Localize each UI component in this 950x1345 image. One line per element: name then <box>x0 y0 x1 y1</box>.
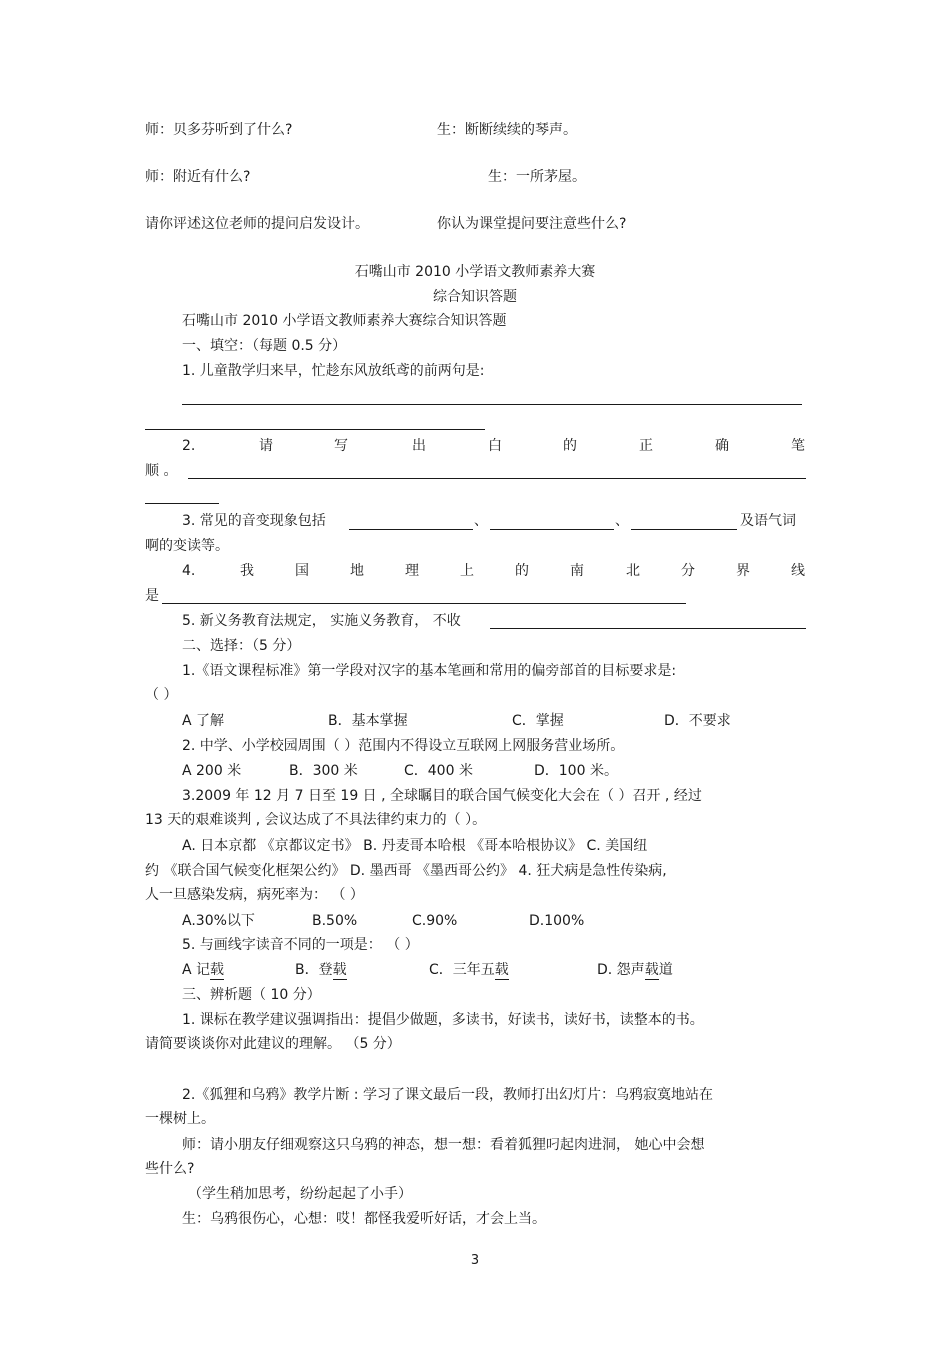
q4-char: 理 <box>405 563 419 579</box>
contest-subtitle: 石嘴山市 2010 小学语文教师素养大赛综合知识答题 <box>182 313 507 329</box>
option: C.90% <box>412 913 458 929</box>
fill-heading: 一、填空：（每题 0.5 分） <box>182 338 347 354</box>
option-text: A 记 <box>182 962 211 978</box>
q2-char: 写 <box>334 438 348 454</box>
fill-question-5: 5. 新义务教育法规定， 实施义务教育， 不收 <box>182 613 461 629</box>
q4-char: 我 <box>240 563 254 579</box>
option: D．100 米。 <box>534 763 618 779</box>
choice-question-3-cont: 13 天的艰难谈判 , 会议达成了不具法律约束力的（ ）。 <box>145 812 487 828</box>
q2-char: 的 <box>563 438 577 454</box>
option <box>182 961 224 980</box>
q4-char: 的 <box>515 563 529 579</box>
q4-char: 线 <box>791 563 805 579</box>
fill-question-3: 3. 常见的音变现象包括 <box>182 513 326 529</box>
contest-title: 石嘴山市 2010 小学语文教师素养大赛 <box>354 264 596 280</box>
q2-char: 请 <box>259 438 273 454</box>
choice-question-5: 5. 与画线字读音不同的一项是： （ ） <box>182 937 419 953</box>
option: D.100% <box>529 913 585 929</box>
analysis-heading: 三、辨析题（ 10 分） <box>182 987 321 1003</box>
answer-parenthesis: （ ） <box>145 687 178 703</box>
option: B.50% <box>312 913 358 929</box>
option: B．300 米 <box>289 763 358 779</box>
q4-tail: 是 <box>145 588 159 604</box>
q2-char: 笔 <box>791 438 805 454</box>
q3-tail: 及语气词 <box>740 513 796 529</box>
answer-line <box>490 628 806 629</box>
q4-char: 界 <box>736 563 750 579</box>
q2-char: 2. <box>182 438 196 454</box>
underlined-char: 载 <box>210 962 225 978</box>
option-text: B．登 <box>295 962 333 978</box>
fill-question-1: 1. 儿童散学归来早，忙趁东风放纸鸢的前两句是: <box>182 363 485 379</box>
analysis-question-1: 1. 课标在教学建议强调指出：提倡少做题，多读书，好读书，读好书，读整本的书。 <box>182 1012 704 1028</box>
teacher-prompt-cont: 些什么? <box>145 1161 195 1177</box>
teacher-prompt: 师：请小朋友仔细观察这只乌鸦的神态，想一想：看着狐狸叼起肉进洞， 她心中会想 <box>182 1137 705 1153</box>
q4-char: 国 <box>295 563 309 579</box>
choice-question-1: 1.《语文课程标准》第一学段对汉字的基本笔画和常用的偏旁部首的目标要求是: <box>182 663 677 679</box>
option-text: 道 <box>658 962 673 978</box>
analysis-question-2-cont: 一棵树上。 <box>145 1111 215 1127</box>
choice-heading: 二、选择：（5 分） <box>182 638 301 654</box>
analysis-question-1-cont: 请简要谈谈你对此建议的理解。 （5 分） <box>145 1036 401 1052</box>
q4-char: 上 <box>460 563 474 579</box>
choice-question-3-options: A. 日本京都 《京都议定书》 B. 丹麦哥本哈根 《哥本哈根协议》 C. 美国纽 <box>182 838 648 854</box>
answer-line <box>349 529 473 530</box>
q3-continuation: 啊的变读等。 <box>145 538 229 554</box>
option <box>295 961 347 980</box>
answer-line <box>162 603 686 604</box>
choice-question-3: 3.2009 年 12 月 7 日至 19 日 , 全球瞩目的联合国气候变化大会在（ ）召开 , 经过 <box>182 788 702 804</box>
q4-char: 北 <box>626 563 640 579</box>
page-number: 3 <box>470 1253 480 1268</box>
q2-char: 白 <box>488 438 502 454</box>
answer-line <box>490 529 614 530</box>
option: A.30%以下 <box>182 913 255 929</box>
student-answer-2: 生：一所茅屋。 <box>488 169 586 185</box>
teacher-question-2: 师：附近有什么? <box>145 169 251 185</box>
underlined-char: 载 <box>494 962 509 978</box>
separator: 、 <box>615 513 629 529</box>
option: D．不要求 <box>664 713 731 729</box>
choice-question-3-options-cont: 约 《联合国气候变化框架公约》 D. 墨西哥 《墨西哥公约》 4. 狂犬病是急性传染病, <box>145 863 667 879</box>
option: A 200 米 <box>182 763 242 779</box>
q4-char: 南 <box>570 563 584 579</box>
option <box>597 961 673 980</box>
q2-tail: 顺 。 <box>145 463 178 479</box>
underlined-char: 载 <box>332 962 347 978</box>
q4-char: 4. <box>182 563 196 579</box>
separator: 、 <box>474 513 488 529</box>
answer-line <box>182 404 802 405</box>
choice-question-2: 2. 中学、小学校园周围（ ）范围内不得设立互联网上网服务营业场所。 <box>182 738 625 754</box>
section-title: 综合知识答题 <box>433 289 517 305</box>
answer-line <box>188 478 806 479</box>
analysis-question-2: 2.《狐狸和乌鸦》教学片断 : 学习了课文最后一段，教师打出幻灯片：乌鸦寂寞地站在 <box>182 1087 713 1103</box>
q2-char: 出 <box>412 438 426 454</box>
option-text: D. 怨声 <box>597 962 645 978</box>
option-text: C．三年五 <box>429 962 495 978</box>
q2-char: 正 <box>639 438 653 454</box>
teacher-question-1: 师：贝多芬听到了什么? <box>145 122 293 138</box>
option: B．基本掌握 <box>328 713 408 729</box>
task-prompt-b: 你认为课堂提问要注意些什么? <box>437 216 627 232</box>
student-response: 生：乌鸦很伤心，心想：哎！都怪我爱听好话，才会上当。 <box>182 1211 546 1227</box>
q4-char: 分 <box>681 563 695 579</box>
option <box>429 961 509 980</box>
answer-line <box>145 503 219 504</box>
q2-char: 确 <box>715 438 729 454</box>
student-answer-1: 生：断断续续的琴声。 <box>437 122 577 138</box>
option: C．掌握 <box>512 713 564 729</box>
task-prompt-a: 请你评述这位老师的提问启发设计。 <box>145 216 369 232</box>
stage-direction: （学生稍加思考，纷纷起起了小手） <box>188 1186 412 1202</box>
option: A 了解 <box>182 713 225 729</box>
choice-question-4: 人一旦感染发病，病死率为： （ ） <box>145 887 364 903</box>
answer-line <box>631 529 737 530</box>
underlined-char: 载 <box>644 962 659 978</box>
q4-char: 地 <box>350 563 364 579</box>
option: C．400 米 <box>404 763 473 779</box>
answer-line <box>145 429 485 430</box>
